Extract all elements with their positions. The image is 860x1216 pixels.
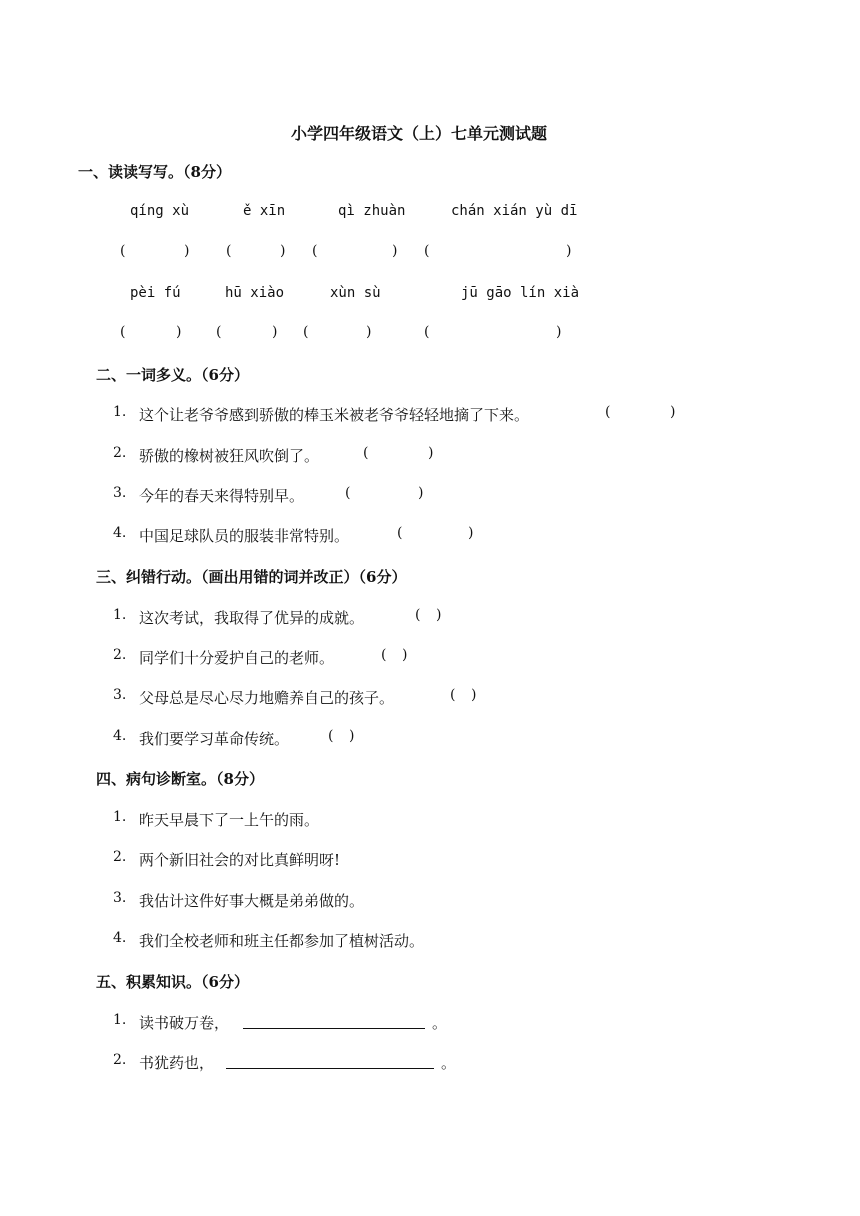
answer-paren-open: ( [328,728,334,744]
question-text: 今年的春天来得特别早。 [139,487,305,505]
answer-paren-open: ( [303,324,309,340]
question-text: 书犹药也， [139,1054,215,1072]
item-number: 4. [113,930,127,946]
answer-paren-close: ) [349,728,355,744]
page-title: 小学四年级语文（上）七单元测试题 [291,124,548,143]
answer-paren-close: ) [366,324,372,340]
item-number: 2. [113,1052,127,1068]
item-number: 3. [113,890,127,906]
sentence-end: 。 [441,1054,457,1072]
question-text: 昨天早晨下了一上午的雨。 [139,811,320,829]
question-text: 我们要学习革命传统。 [139,730,290,748]
answer-paren-open: ( [605,404,611,420]
answer-blank[interactable] [243,1014,425,1029]
answer-blank[interactable] [226,1054,434,1069]
item-number: 3. [113,485,127,501]
answer-paren-open: ( [397,525,403,541]
answer-paren-close: ) [272,324,278,340]
question-text: 读书破万卷， [139,1014,230,1032]
question-text: 这次考试，我取得了优异的成就。 [139,609,365,627]
answer-paren-open: ( [381,647,387,663]
pinyin-2-4: jū gāo lín xià [461,285,580,301]
answer-paren-open: ( [424,324,430,340]
answer-paren-close: ) [556,324,562,340]
question-text: 我估计这件好事大概是弟弟做的。 [139,892,365,910]
section-2-heading: 二、一词多义。（6分） [96,366,249,384]
item-number: 1. [113,404,127,420]
answer-paren-close: ) [280,243,286,259]
question-text: 父母总是尽心尽力地赡养自己的孩子。 [139,689,395,707]
answer-paren-open: ( [363,445,369,461]
item-number: 2. [113,647,127,663]
answer-paren-open: ( [450,687,456,703]
answer-paren-open: ( [226,243,232,259]
item-number: 1. [113,607,127,623]
pinyin-1-2: ě xīn [243,203,286,219]
answer-paren-open: ( [415,607,421,623]
item-number: 2. [113,849,127,865]
question-text: 中国足球队员的服装非常特别。 [139,527,350,545]
answer-paren-open: ( [216,324,222,340]
answer-paren-close: ) [184,243,190,259]
question-text: 我们全校老师和班主任都参加了植树活动。 [139,932,425,950]
answer-paren-close: ) [176,324,182,340]
answer-paren-open: ( [120,243,126,259]
section-3-heading: 三、纠错行动。（画出用错的词并改正）（6分） [96,568,407,586]
pinyin-2-2: hū xiào [225,285,285,301]
answer-paren-close: ) [471,687,477,703]
section-1-heading: 一、读读写写。（8分） [78,163,231,181]
sentence-end: 。 [432,1014,448,1032]
item-number: 2. [113,445,127,461]
section-4-heading: 四、病句诊断室。（8分） [96,770,264,788]
pinyin-2-1: pèi fú [130,285,181,301]
item-number: 4. [113,728,127,744]
question-text: 两个新旧社会的对比真鲜明呀! [139,851,341,869]
answer-paren-close: ) [428,445,434,461]
pinyin-1-4: chán xián yù dī [451,203,578,219]
question-text: 这个让老爷爷感到骄傲的棒玉米被老爷爷轻轻地摘了下来。 [139,406,530,424]
answer-paren-open: ( [312,243,318,259]
answer-paren-open: ( [345,485,351,501]
pinyin-1-1: qíng xù [130,203,190,219]
answer-paren-close: ) [418,485,424,501]
answer-paren-close: ) [392,243,398,259]
question-text: 同学们十分爱护自己的老师。 [139,649,335,667]
pinyin-1-3: qì zhuàn [338,203,406,219]
item-number: 1. [113,809,127,825]
question-text: 骄傲的橡树被狂风吹倒了。 [139,447,320,465]
item-number: 1. [113,1012,127,1028]
answer-paren-close: ) [468,525,474,541]
answer-paren-close: ) [436,607,442,623]
answer-paren-close: ) [670,404,676,420]
answer-paren-close: ) [566,243,572,259]
answer-paren-open: ( [424,243,430,259]
pinyin-2-3: xùn sù [330,285,381,301]
item-number: 3. [113,687,127,703]
answer-paren-open: ( [120,324,126,340]
answer-paren-close: ) [402,647,408,663]
section-5-heading: 五、积累知识。（6分） [96,973,249,991]
item-number: 4. [113,525,127,541]
